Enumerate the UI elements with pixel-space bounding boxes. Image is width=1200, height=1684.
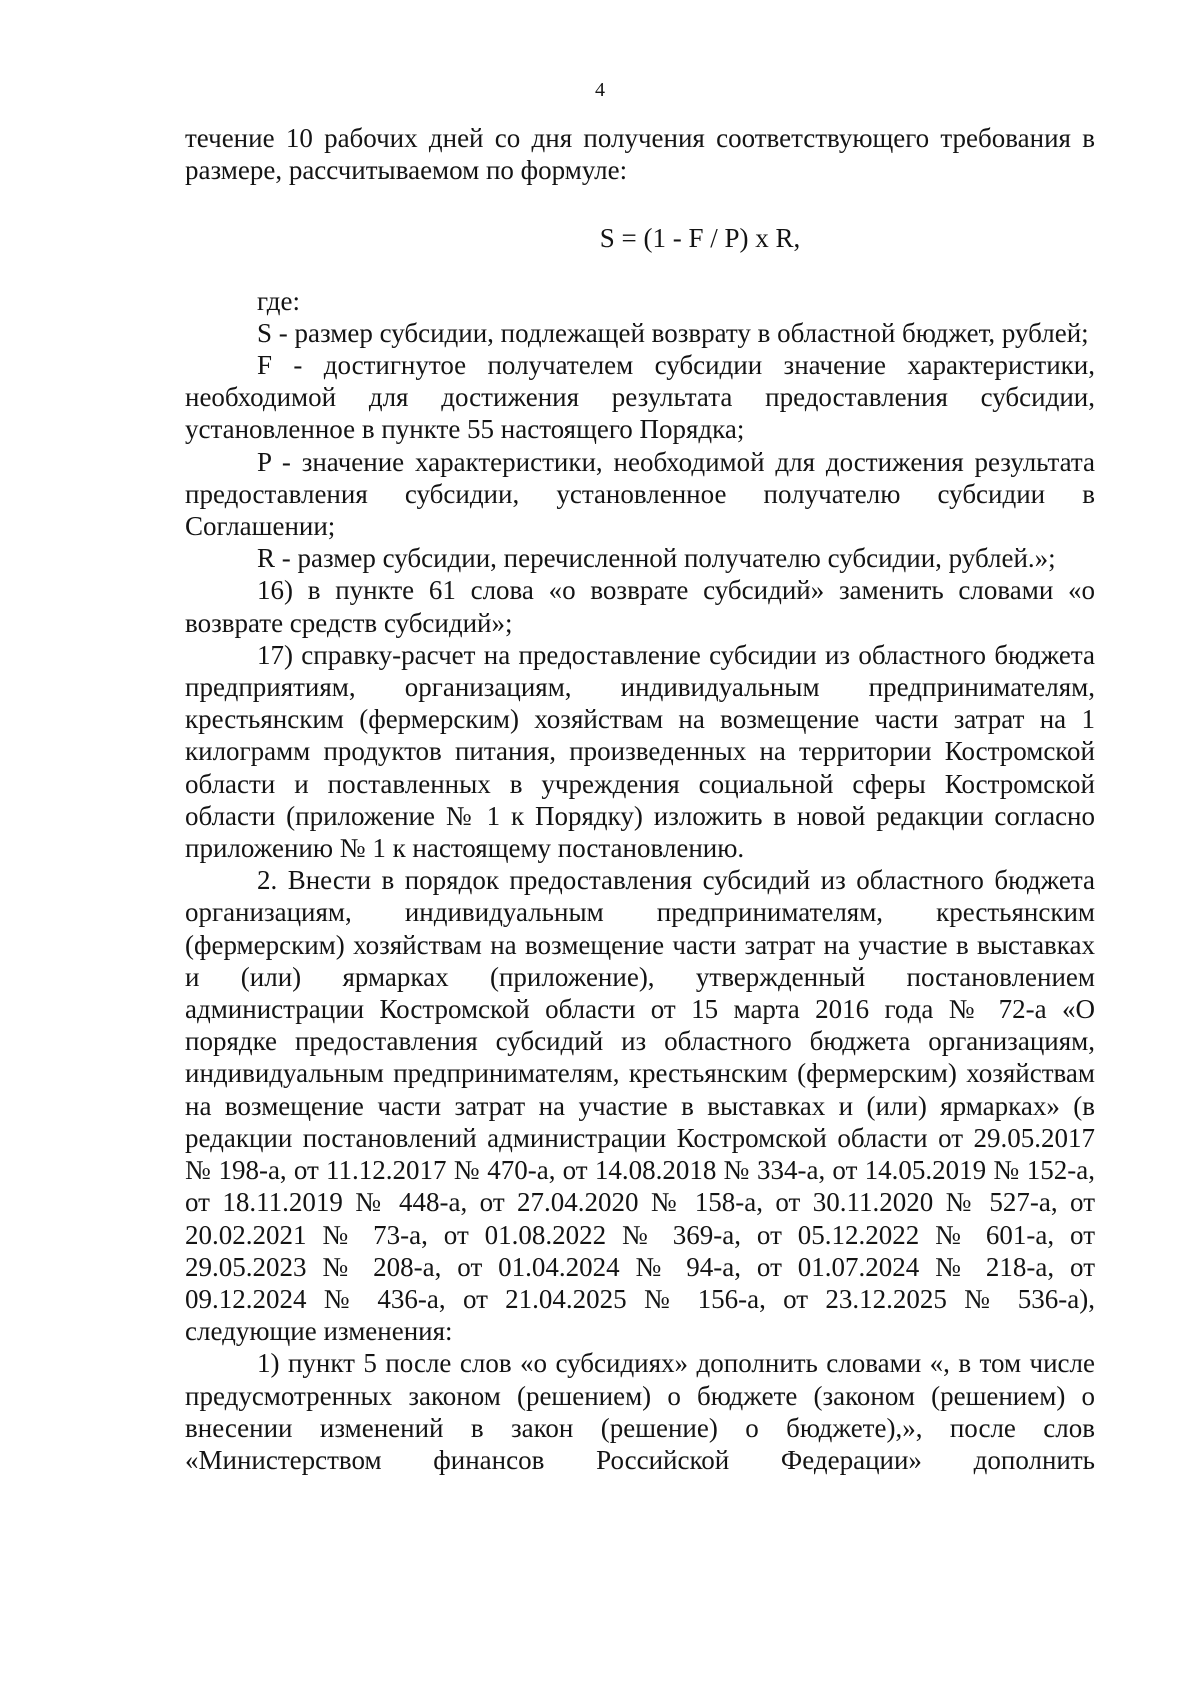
page-number: 4: [595, 79, 605, 101]
document-body: [185, 122, 1095, 1476]
paragraph-where: где:: [257, 285, 300, 316]
section-2-item-1: 1) пункт 5 после слов «о субсидиях» дополнить словами «, в том числе предусмотренных законом (решением) о бюджете (законом (решением) о внесении изменений в закон (решение) о бюджете),», после слов «Министерством финансов Российской Федерации» дополнить: [185, 1348, 1095, 1475]
definition-r: R - размер субсидии, перечисленной получателю субсидии, рублей.»;: [257, 543, 1056, 574]
item-17: 17) справку-расчет на предоставление субсидии из областного бюджета предприятиям, организациям, индивидуальным предпринимателям, крестьянским (фермерским) хозяйствам на возмещение части затрат на 1 килограмм продуктов питания, произведенных на территории Костромской области и поставленных в учреждения социальной сферы Костромской области (приложение № 1 к Порядку) изложить в новой редакции согласно приложению № 1 к настоящему постановлению.: [185, 639, 1095, 864]
definition-f: F - достигнутое получателем субсидии значение характеристики, необходимой для достижения результата предоставления субсидии, установленное в пункте 55 настоящего Порядка;: [185, 350, 1095, 445]
formula: S = (1 - F / P) x R,: [599, 223, 801, 254]
definition-p: P - значение характеристики, необходимой для достижения результата предоставления субсидии, установленное получателю субсидии в Соглашении;: [185, 446, 1095, 542]
item-16: 16) в пункте 61 слова «о возврате субсидий» заменить словами «о возврате средств субсидий»;: [185, 575, 1095, 638]
paragraph-continuation: течение 10 рабочих дней со дня получения соответствующего требования в размере, рассчитываемом по формуле:: [185, 123, 1095, 186]
section-2: 2. Внести в порядок предоставления субсидий из областного бюджета организациям, индивидуальным предпринимателям, крестьянским (фермерским) хозяйствам на возмещение части затрат на участие в выставках и (или) ярмарках (приложение), утвержденный постановлением администрации Костромской области от 15 марта 2016 года № 72-а «О порядке предоставления субсидий из областного бюджета организациям, индивидуальным предпринимателям, крестьянским (фермерским) хозяйствам на возмещение части затрат на участие в выставках и (или) ярмарках» (в редакции постановлений администрации Костромской области от 29.05.2017 № 198-а, от 11.12.2017 № 470-а, от 14.08.2018 № 334-а, от 14.05.2019 № 152-а, от 18.11.2019 № 448-а, от 27.04.2020 № 158-а, от 30.11.2020 № 527-а, от 20.02.2021 № 73-а, от 01.08.2022 № 369-а, от 05.12.2022 № 601-а, от 29.05.2023 № 208-а, от 01.04.2024 № 94-а, от 01.07.2024 № 218-а, от 09.12.2024 № 436-а, от 21.04.2025 № 156-а, от 23.12.2025 № 536-а), следующие изменения:: [185, 865, 1095, 1347]
definition-s: S - размер субсидии, подлежащей возврату в областной бюджет, рублей;: [257, 317, 1089, 348]
